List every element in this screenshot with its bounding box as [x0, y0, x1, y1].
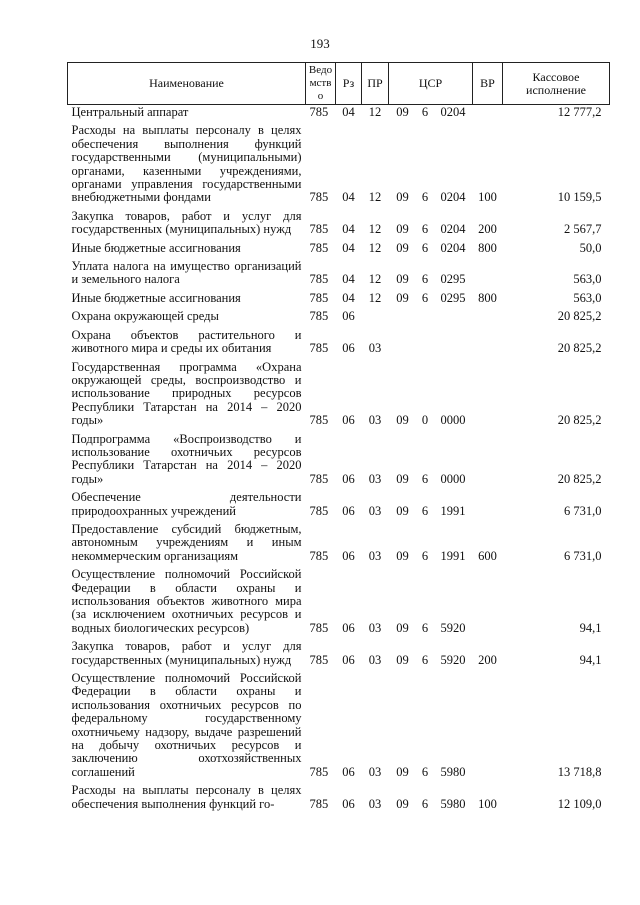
cell-rz: 06: [342, 503, 355, 518]
table-body: [68, 105, 610, 816]
cell-pr: [362, 309, 389, 327]
cell-pr: 03: [368, 503, 382, 518]
cell-sum: 20 825,2: [557, 413, 602, 428]
cell-pr: 12: [368, 272, 382, 287]
table-row: [68, 432, 610, 491]
cell-c3: 0295: [440, 290, 466, 305]
cell-c3: [434, 328, 473, 360]
cell-name: Уплата налога на имущество организаций и земельного налога: [71, 259, 302, 287]
cell-c1: 09: [396, 620, 409, 635]
header-sum: Кассовое исполнение: [503, 63, 610, 105]
cell-c1: 09: [396, 290, 409, 305]
cell-sum: 13 718,8: [557, 764, 602, 779]
table-row: [68, 291, 610, 309]
cell-ved: 785: [309, 190, 329, 205]
cell-pr: 12: [368, 190, 382, 205]
cell-c3: 5980: [440, 764, 466, 779]
table-header: [68, 63, 610, 105]
cell-c3: [434, 309, 473, 327]
header-name: Наименование: [68, 63, 306, 105]
cell-name: Осуществление полномочий Российской Федерации в области охраны и использования охотничьих ресурсов по федеральному государственному охотничьему надзору, выдаче разрешений на добычу охотничьих ресурсов и заключению охотхозяйственных соглашений: [71, 671, 302, 779]
cell-vr: [473, 259, 503, 291]
table-row: [68, 567, 610, 639]
cell-rz: 06: [342, 620, 355, 635]
cell-rz: 06: [342, 413, 355, 428]
cell-pr: 12: [368, 240, 382, 255]
cell-rz: 04: [342, 272, 355, 287]
cell-sum: 563,0: [573, 290, 602, 305]
cell-c2: 6: [421, 190, 429, 205]
cell-vr: [473, 360, 503, 432]
cell-c3: 0000: [440, 471, 466, 486]
cell-pr: 03: [368, 413, 382, 428]
cell-rz: 06: [342, 652, 355, 667]
cell-pr: 03: [368, 341, 382, 356]
cell-c3: 5920: [440, 620, 466, 635]
cell-sum: 20 825,2: [557, 309, 602, 324]
cell-pr: 03: [368, 652, 382, 667]
cell-vr: [473, 567, 503, 639]
cell-c2: 6: [421, 222, 429, 237]
header-ved: Ведомство: [306, 63, 336, 105]
cell-c3: 0204: [440, 240, 466, 255]
cell-rz: 06: [342, 548, 355, 563]
table-row: [68, 241, 610, 259]
cell-vr: [473, 105, 503, 124]
cell-name: Обеспечение деятельности природоохранных учреждений: [71, 490, 302, 518]
cell-c3: 0000: [440, 413, 466, 428]
cell-c1: 09: [396, 272, 409, 287]
cell-c2: [417, 309, 434, 327]
cell-vr: 200: [478, 652, 497, 667]
cell-name: Закупка товаров, работ и услуг для государственных (муниципальных) нужд: [71, 639, 302, 667]
cell-sum: 12 109,0: [557, 796, 602, 811]
cell-sum: 12 777,2: [557, 105, 602, 119]
table-row: [68, 105, 610, 124]
cell-c1: 09: [396, 764, 409, 779]
cell-vr: [473, 309, 503, 327]
cell-name: Подпрограмма «Воспроизводство и использование охотничьих ресурсов Республики Татарстан на 2014 – 2020 годы»: [71, 431, 302, 486]
cell-c1: 09: [396, 190, 409, 205]
cell-c2: 6: [421, 471, 429, 486]
cell-name: Предоставление субсидий бюджетным, автономным учреждениям и иным некоммерческим организациям: [71, 521, 302, 563]
cell-sum: 10 159,5: [557, 190, 602, 205]
table-row: [68, 123, 610, 208]
table-row: [68, 259, 610, 291]
cell-ved: 785: [309, 652, 329, 667]
cell-ved: 785: [309, 796, 329, 811]
cell-rz: 06: [342, 471, 355, 486]
cell-pr: 12: [368, 290, 382, 305]
page-number: 193: [310, 36, 330, 51]
cell-c2: 6: [421, 548, 429, 563]
cell-name: Осуществление полномочий Российской Федерации в области охраны и использования объектов животного мира (за исключением охотничьих ресурсов и водных биологических ресурсов): [71, 567, 302, 635]
cell-c2: [417, 328, 434, 360]
cell-c1: 09: [396, 222, 409, 237]
table-row: [68, 783, 610, 815]
cell-vr: 800: [478, 240, 497, 255]
cell-vr: [473, 490, 503, 522]
cell-sum: 2 567,7: [564, 222, 602, 237]
cell-rz: 04: [342, 222, 355, 237]
cell-pr: 03: [368, 764, 382, 779]
header-csr: ЦСР: [389, 63, 473, 105]
cell-c2: 6: [421, 272, 429, 287]
cell-pr: 03: [368, 620, 382, 635]
cell-ved: 785: [309, 764, 329, 779]
cell-rz: 06: [342, 764, 355, 779]
cell-ved: 785: [309, 290, 329, 305]
cell-rz: 04: [342, 290, 355, 305]
table-row: [68, 639, 610, 671]
cell-ved: 785: [309, 503, 329, 518]
cell-sum: 6 731,0: [564, 548, 602, 563]
cell-ved: 785: [309, 272, 329, 287]
cell-c1: 09: [396, 471, 409, 486]
cell-name: Расходы на выплаты персоналу в целях обеспечения выполнения функций го-: [71, 783, 302, 811]
cell-pr: 03: [368, 796, 382, 811]
cell-rz: 06: [342, 309, 355, 324]
table-row: [68, 522, 610, 567]
cell-pr: 12: [368, 105, 382, 119]
cell-ved: 785: [309, 222, 329, 237]
table-row: [68, 309, 610, 327]
cell-c1: 09: [396, 503, 409, 518]
cell-c3: 0204: [440, 222, 466, 237]
cell-ved: 785: [309, 413, 329, 428]
cell-vr: 100: [478, 796, 497, 811]
cell-c1: 09: [396, 240, 409, 255]
cell-ved: 785: [309, 471, 329, 486]
cell-sum: 6 731,0: [564, 503, 602, 518]
table-row: [68, 360, 610, 432]
cell-c2: 6: [421, 764, 429, 779]
cell-rz: 04: [342, 240, 355, 255]
cell-vr: 600: [478, 548, 497, 563]
table-row: [68, 328, 610, 360]
header-rz: Рз: [336, 63, 362, 105]
cell-c2: 6: [421, 503, 429, 518]
cell-c3: 5920: [440, 652, 466, 667]
cell-sum: 563,0: [573, 272, 602, 287]
cell-pr: 03: [368, 548, 382, 563]
cell-c1: 09: [396, 548, 409, 563]
cell-rz: 04: [342, 105, 355, 119]
cell-rz: 06: [342, 341, 355, 356]
cell-ved: 785: [309, 620, 329, 635]
cell-c1: [389, 328, 417, 360]
cell-c1: 09: [396, 105, 409, 119]
cell-c1: [389, 309, 417, 327]
cell-ved: 785: [309, 240, 329, 255]
cell-c2: 6: [421, 105, 429, 119]
cell-c2: 6: [421, 620, 429, 635]
cell-ved: 785: [309, 105, 329, 119]
cell-sum: 20 825,2: [557, 471, 602, 486]
cell-rz: 04: [342, 190, 355, 205]
cell-sum: 20 825,2: [557, 341, 602, 356]
cell-vr: 100: [478, 190, 497, 205]
cell-name: Расходы на выплаты персоналу в целях обеспечения выполнения функций государственными (муниципальными) органами, казенными учреждениями, органами управления государственными внебюджетными фондами: [71, 123, 302, 205]
cell-c3: 1991: [440, 548, 466, 563]
cell-c2: 0: [421, 413, 429, 428]
cell-pr: 12: [368, 222, 382, 237]
cell-c1: 09: [396, 796, 409, 811]
cell-name: Иные бюджетные ассигнования: [71, 290, 241, 305]
cell-vr: [473, 328, 503, 360]
cell-ved: 785: [309, 309, 329, 324]
cell-c2: 6: [421, 290, 429, 305]
cell-sum: 94,1: [579, 620, 602, 635]
cell-c3: 0295: [440, 272, 466, 287]
cell-vr: 200: [478, 222, 497, 237]
cell-pr: 03: [368, 471, 382, 486]
cell-name: Центральный аппарат: [71, 105, 189, 119]
cell-name: Охрана окружающей среды: [71, 309, 219, 324]
cell-c1: 09: [396, 413, 409, 428]
cell-c3: 1991: [440, 503, 466, 518]
cell-c2: 6: [421, 240, 429, 255]
cell-sum: 50,0: [579, 240, 602, 255]
cell-name: Охрана объектов растительного и животного мира и среды их обитания: [71, 327, 302, 356]
budget-table: [67, 62, 610, 815]
cell-ved: 785: [309, 548, 329, 563]
table-row: [68, 209, 610, 241]
table-row: [68, 671, 610, 783]
cell-ved: 785: [309, 341, 329, 356]
cell-c2: 6: [421, 652, 429, 667]
cell-vr: [473, 671, 503, 783]
cell-name: Закупка товаров, работ и услуг для государственных (муниципальных) нужд: [71, 208, 302, 237]
cell-c3: 0204: [440, 190, 466, 205]
table-row: [68, 490, 610, 522]
header-pr: ПР: [362, 63, 389, 105]
cell-c3: 5980: [440, 796, 466, 811]
cell-name: Иные бюджетные ассигнования: [71, 240, 241, 255]
cell-vr: [473, 432, 503, 491]
header-vr: ВР: [473, 63, 503, 105]
cell-c1: 09: [396, 652, 409, 667]
cell-c2: 6: [421, 796, 429, 811]
cell-c3: 0204: [440, 105, 466, 119]
cell-sum: 94,1: [579, 652, 602, 667]
cell-name: Государственная программа «Охрана окружающей среды, воспроизводство и использование природных ресурсов Республики Татарстан на 2014 – 2020 годы»: [71, 359, 302, 428]
cell-vr: 800: [478, 290, 497, 305]
cell-rz: 06: [342, 796, 355, 811]
